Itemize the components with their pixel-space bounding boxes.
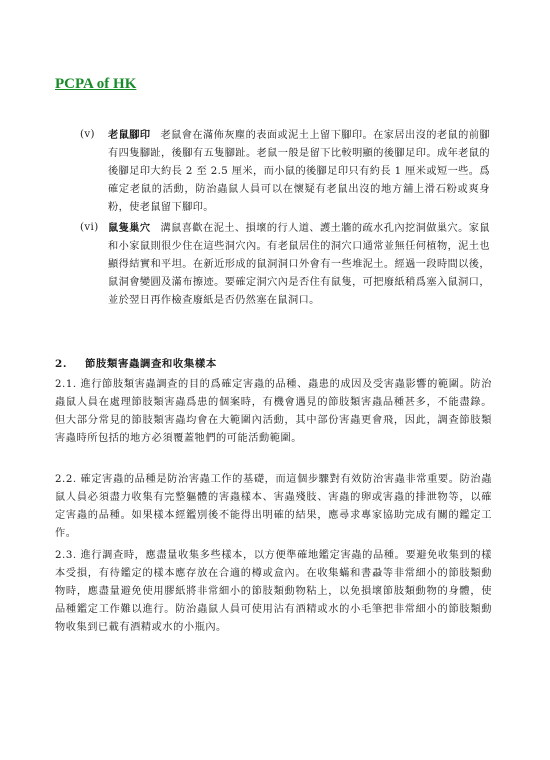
list-item-v <box>80 126 490 217</box>
section-number: 2. <box>55 358 68 370</box>
list-item-lead-term: 鼠隻巢穴 <box>108 222 151 234</box>
section-heading-text: 節肢類害蟲調查和收集樣本 <box>85 358 217 370</box>
section-heading <box>55 355 217 370</box>
paragraph-2-3: 2.3. 進行調查時，應盡量收集多些樣本，以方便準確地鑑定害蟲的品種。要避免收集到的樣本受損，有待鑑定的樣本應存放在合適的樽或盒內。在收集蟎和書蝨等非常細小的節肢類動物時，應盡量避免使用膠紙將非常細小的節肢類動物粘上，以免損壞節肢類動物的身體，使品種鑑定工作難以進行。防治蟲鼠人員可使用沾有酒精或水的小毛筆把非常細小的節肢類動物收集到已載有酒精或水的小瓶內。 <box>55 550 492 633</box>
list-item-body <box>108 126 490 217</box>
list-item-vi <box>80 219 490 310</box>
paragraph-2-1: 2.1. 進行節肢類害蟲調查的目的爲確定害蟲的品種、蟲患的成因及受害蟲影響的範圍。防治蟲鼠人員在處理節肢類害蟲爲患的個案時，有機會遇見的節肢類害蟲品種甚多，不能盡錄。但大部分常見的節肢類害蟲均會在大範圍內活動，其中部份害蟲更會飛，因此，調查節肢類害蟲時所包括的地方必須覆蓋牠們的可能活動範圍。 <box>55 379 492 444</box>
paragraph-2-2: 2.2. 確定害蟲的品種是防治害蟲工作的基礎，而這個步驟對有效防治害蟲非常重要。防治蟲鼠人員必須盡力收集有完整軀體的害蟲樣本、害蟲殘肢、害蟲的卵或害蟲的排泄物等，以確定害蟲的品種。如果樣本經鑑別後不能得出明確的結果，應尋求專家協助完成有關的鑑定工作。 <box>55 474 492 539</box>
list-item-text: 溝鼠喜歡在泥土、損壞的行人道、護土牆的疏水孔內挖洞做巢穴。家鼠和小家鼠則很少住在這些洞穴內。有老鼠居住的洞穴口通常並無任何植物，泥土也顯得結實和平坦。在新近形成的鼠洞洞口外會有一些堆泥土。經過一段時間以後，鼠洞會變圓及滿布擦迹。要確定洞穴內是否住有鼠隻，可把廢紙稍爲塞入鼠洞口，並於翌日再作檢查廢紙是否仍然塞在鼠洞口。 <box>108 223 490 306</box>
list-item-number: (v) <box>80 129 95 140</box>
page-title: PCPA of HK <box>55 76 137 92</box>
list-item-lead-term: 老鼠腳印 <box>108 129 151 141</box>
list-item-body <box>108 219 490 310</box>
list-item-number: (vi) <box>80 222 99 233</box>
list-item-text: 老鼠會在滿佈灰塵的表面或泥土上留下腳印。在家居出沒的老鼠的前腳有四隻腳趾，後腳有五隻腳趾。老鼠一般是留下比較明顯的後腳足印。成年老鼠的後腳足印大約長 2 至 2.5 厘米，而小鼠的後腳足印只有約長 1 厘米或短一些。爲確定老鼠的活動，防治蟲鼠人員可以在懷疑有老鼠出沒的地方舖上滑石粉或爽身粉，使老鼠留下腳印。 <box>108 130 490 213</box>
